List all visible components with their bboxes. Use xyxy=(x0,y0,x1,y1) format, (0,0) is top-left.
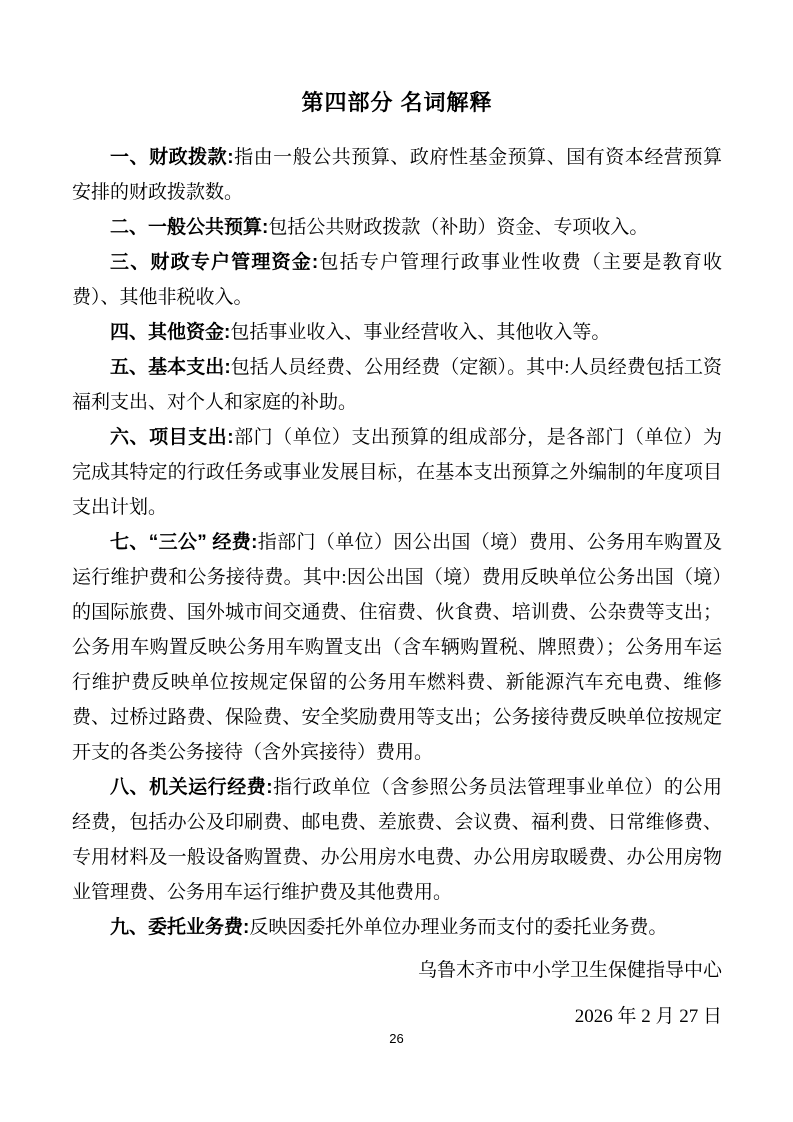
definition-paragraph-6 xyxy=(72,420,722,525)
definition-text-4: 包括事业收入、事业经营收入、其他收入等。 xyxy=(230,322,611,343)
page-number: 26 xyxy=(389,1031,404,1046)
definition-paragraph-1 xyxy=(72,140,722,210)
term-label-4: 四、其他资金: xyxy=(110,322,231,343)
definition-paragraph-7 xyxy=(72,525,722,770)
signature-org: 乌鲁木齐市中小学卫生保健指导中心 xyxy=(417,960,722,981)
term-label-9: 九、委托业务费: xyxy=(110,917,250,938)
definition-text-9: 反映因委托外单位办理业务而支付的委托业务费。 xyxy=(249,917,668,938)
term-label-3: 三、财政专户管理资金: xyxy=(110,252,319,273)
definition-paragraph-8 xyxy=(72,770,722,910)
definition-text-3: 包括专户管理行政事业性收费（主要是教育收费）、其他非税收入。 xyxy=(72,252,722,308)
definition-text-7: 指部门（单位）因公出国（境）费用、公务用车购置及运行维护费和公务接待费。其中:因公出国（境）费用反映单位公务出国（境）的国际旅费、国外城市间交通费、住宿费、伙食费、培训费、公杂费等支出；公务用车购置反映公务用车购置支出（含车辆购置税、牌照费）；公务用车运行维护费反映单位按规定保留的公务用车燃料费、新能源汽车充电费、维修费、过桥过路费、保险费、安全奖励费用等支出；公务接待费反映单位按规定开支的各类公务接待（含外宾接待）费用。 xyxy=(72,532,722,763)
definition-paragraph-4 xyxy=(72,315,722,350)
definition-paragraph-5 xyxy=(72,350,722,420)
term-label-5: 五、基本支出: xyxy=(110,357,231,378)
definition-paragraph-9 xyxy=(72,910,722,945)
definition-text-2: 包括公共财政拨款（补助）资金、专项收入。 xyxy=(268,217,649,238)
definition-text-8: 指行政单位（含参照公务员法管理事业单位）的公用经费，包括办公及印刷费、邮电费、差旅费、会议费、福利费、日常维修费、专用材料及一般设备购置费、办公用房水电费、办公用房取暖费、办公用房物业管理费、公务用车运行维护费及其他费用。 xyxy=(72,777,722,903)
term-label-1: 一、财政拨款: xyxy=(110,147,234,168)
term-label-6: 六、项目支出: xyxy=(110,427,234,448)
definition-text-6: 部门（单位）支出预算的组成部分，是各部门（单位）为完成其特定的行政任务或事业发展目标，在基本支出预算之外编制的年度项目支出计划。 xyxy=(72,427,722,518)
term-label-7: 七、“三公” 经费: xyxy=(110,532,258,553)
term-label-2: 二、一般公共预算: xyxy=(110,217,269,238)
definition-text-1: 指由一般公共预算、政府性基金预算、国有资本经营预算安排的财政拨款数。 xyxy=(72,147,722,203)
page-title: 第四部分 名词解释 xyxy=(301,90,493,115)
definition-text-5: 包括人员经费、公用经费（定额）。其中:人员经费包括工资福利支出、对个人和家庭的补助。 xyxy=(72,357,722,413)
definition-paragraph-2 xyxy=(72,210,722,245)
term-label-8: 八、机关运行经费: xyxy=(110,777,273,798)
definition-paragraph-3 xyxy=(72,245,722,315)
signature-date: 2026 年 2 月 27 日 xyxy=(574,1006,722,1027)
